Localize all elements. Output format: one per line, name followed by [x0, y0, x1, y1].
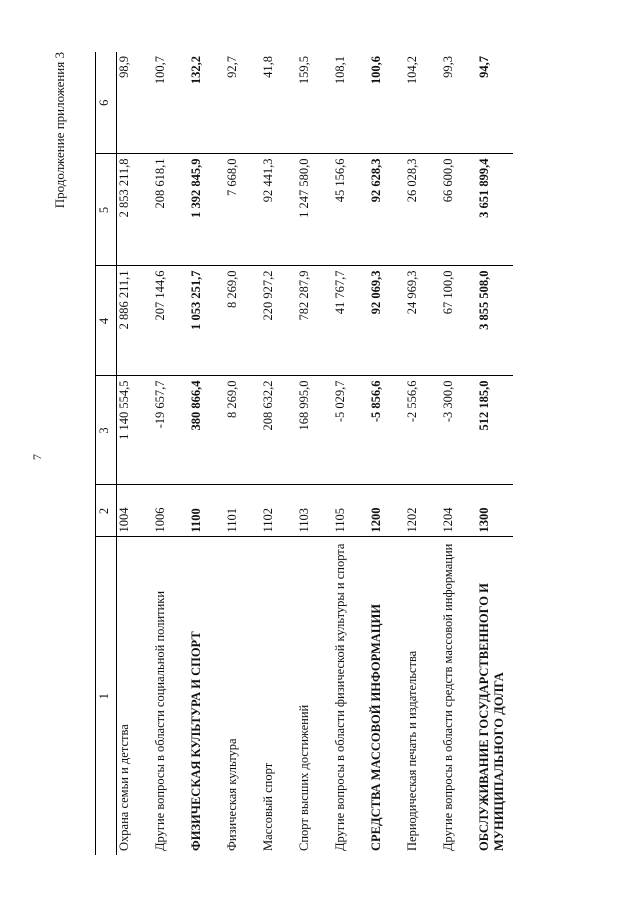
table-row: [441, 52, 477, 855]
row-value-col5: 7 668,0: [225, 154, 261, 266]
row-value-col6: 104,2: [405, 56, 419, 85]
page-number: 7: [30, 454, 44, 460]
table-row: [189, 52, 225, 855]
row-name: СРЕДСТВА МАССОВОЙ ИНФОРМАЦИИ: [369, 537, 405, 855]
table-row: [225, 52, 261, 855]
row-value-col4: 207 144,6: [153, 266, 189, 376]
row-value-col4: 92 069,3: [369, 266, 405, 376]
row-value-col3: 380 866,4: [189, 376, 225, 485]
row-code: 1102: [261, 485, 297, 537]
row-value-col5: 66 600,0: [441, 154, 477, 266]
row-value-col4: 8 269,0: [225, 266, 261, 376]
row-value-col4: 782 287,9: [297, 266, 333, 376]
row-code: 1105: [333, 485, 369, 537]
table-row: [297, 52, 333, 855]
row-name: Периодическая печать и издательства: [405, 537, 441, 855]
row-value-col3: -5 029,7: [333, 376, 369, 485]
row-value-col3: 208 632,2: [261, 376, 297, 485]
row-value-col3: -19 657,7: [153, 376, 189, 485]
row-code: 1202: [405, 485, 441, 537]
row-value-col3: -2 556,6: [405, 376, 441, 485]
row-value-col6: 108,1: [333, 56, 347, 85]
row-value-col3: 8 269,0: [225, 376, 261, 485]
row-code: 1100: [189, 485, 225, 537]
row-value-col6: 41,8: [261, 56, 275, 78]
row-value-col3: 1 140 554,5: [117, 376, 154, 485]
table-row: [477, 52, 513, 855]
column-header: 4: [96, 266, 117, 376]
row-value-col5: 26 028,3: [405, 154, 441, 266]
row-code: 1004: [117, 485, 154, 537]
column-header: 6: [96, 52, 117, 154]
row-code: 1300: [477, 485, 513, 537]
row-value-col4: 24 969,3: [405, 266, 441, 376]
row-value-col4: 1 053 251,7: [189, 266, 225, 376]
budget-table: [95, 52, 513, 855]
row-value-col4: 220 927,2: [261, 266, 297, 376]
row-code: 1204: [441, 485, 477, 537]
row-value-col6: 100,7: [153, 56, 167, 85]
row-name: Охрана семьи и детства: [117, 537, 154, 855]
row-value-col5: 1 247 580,0: [297, 154, 333, 266]
row-value-col6: 99,3: [441, 56, 455, 78]
row-code: 1103: [297, 485, 333, 537]
column-header: 5: [96, 154, 117, 266]
row-value-col4: 2 886 211,1: [117, 266, 154, 376]
row-value-col3: -5 856,6: [369, 376, 405, 485]
row-value-col6: 98,9: [117, 56, 131, 78]
table-row: [117, 52, 154, 855]
row-value-col5: 3 651 899,4: [477, 154, 513, 266]
row-value-col4: 67 100,0: [441, 266, 477, 376]
row-value-col3: 168 995,0: [297, 376, 333, 485]
row-code: 1006: [153, 485, 189, 537]
row-value-col5: 1 392 845,9: [189, 154, 225, 266]
row-name: Другие вопросы в области физической культуры и спорта: [333, 537, 369, 855]
row-value-col4: 3 855 508,0: [477, 266, 513, 376]
column-header: 2: [96, 485, 117, 537]
row-name: Физическая культура: [225, 537, 261, 855]
row-value-col6: 100,6: [369, 56, 383, 85]
row-name: ОБСЛУЖИВАНИЕ ГОСУДАРСТВЕННОГО И МУНИЦИПАЛЬНОГО ДОЛГА: [477, 537, 513, 855]
row-value-col5: 92 628,3: [369, 154, 405, 266]
row-value-col5: 208 618,1: [153, 154, 189, 266]
table-header-row: [96, 52, 117, 855]
table-row: [333, 52, 369, 855]
table-row: [405, 52, 441, 855]
row-value-col5: 92 441,3: [261, 154, 297, 266]
row-name: Массовый спорт: [261, 537, 297, 855]
column-header: 3: [96, 376, 117, 485]
row-value-col5: 2 853 211,8: [117, 154, 154, 266]
row-value-col4: 41 767,7: [333, 266, 369, 376]
continuation-label: Продолжение приложения 3: [52, 52, 67, 209]
row-code: 1101: [225, 485, 261, 537]
row-value-col6: 159,5: [297, 56, 311, 85]
row-value-col6: 132,2: [189, 56, 203, 85]
table-row: [261, 52, 297, 855]
column-header: 1: [96, 537, 117, 855]
row-name: Другие вопросы в области средств массовой информации: [441, 537, 477, 855]
row-name: ФИЗИЧЕСКАЯ КУЛЬТУРА И СПОРТ: [189, 537, 225, 855]
row-name: Спорт высших достижений: [297, 537, 333, 855]
row-value-col3: 512 185,0: [477, 376, 513, 485]
row-code: 1200: [369, 485, 405, 537]
row-value-col3: -3 300,0: [441, 376, 477, 485]
table-row: [369, 52, 405, 855]
row-name: Другие вопросы в области социальной политики: [153, 537, 189, 855]
table-row: [153, 52, 189, 855]
row-value-col5: 45 156,6: [333, 154, 369, 266]
row-value-col6: 92,7: [225, 56, 239, 78]
row-value-col6: 94,7: [477, 56, 491, 78]
